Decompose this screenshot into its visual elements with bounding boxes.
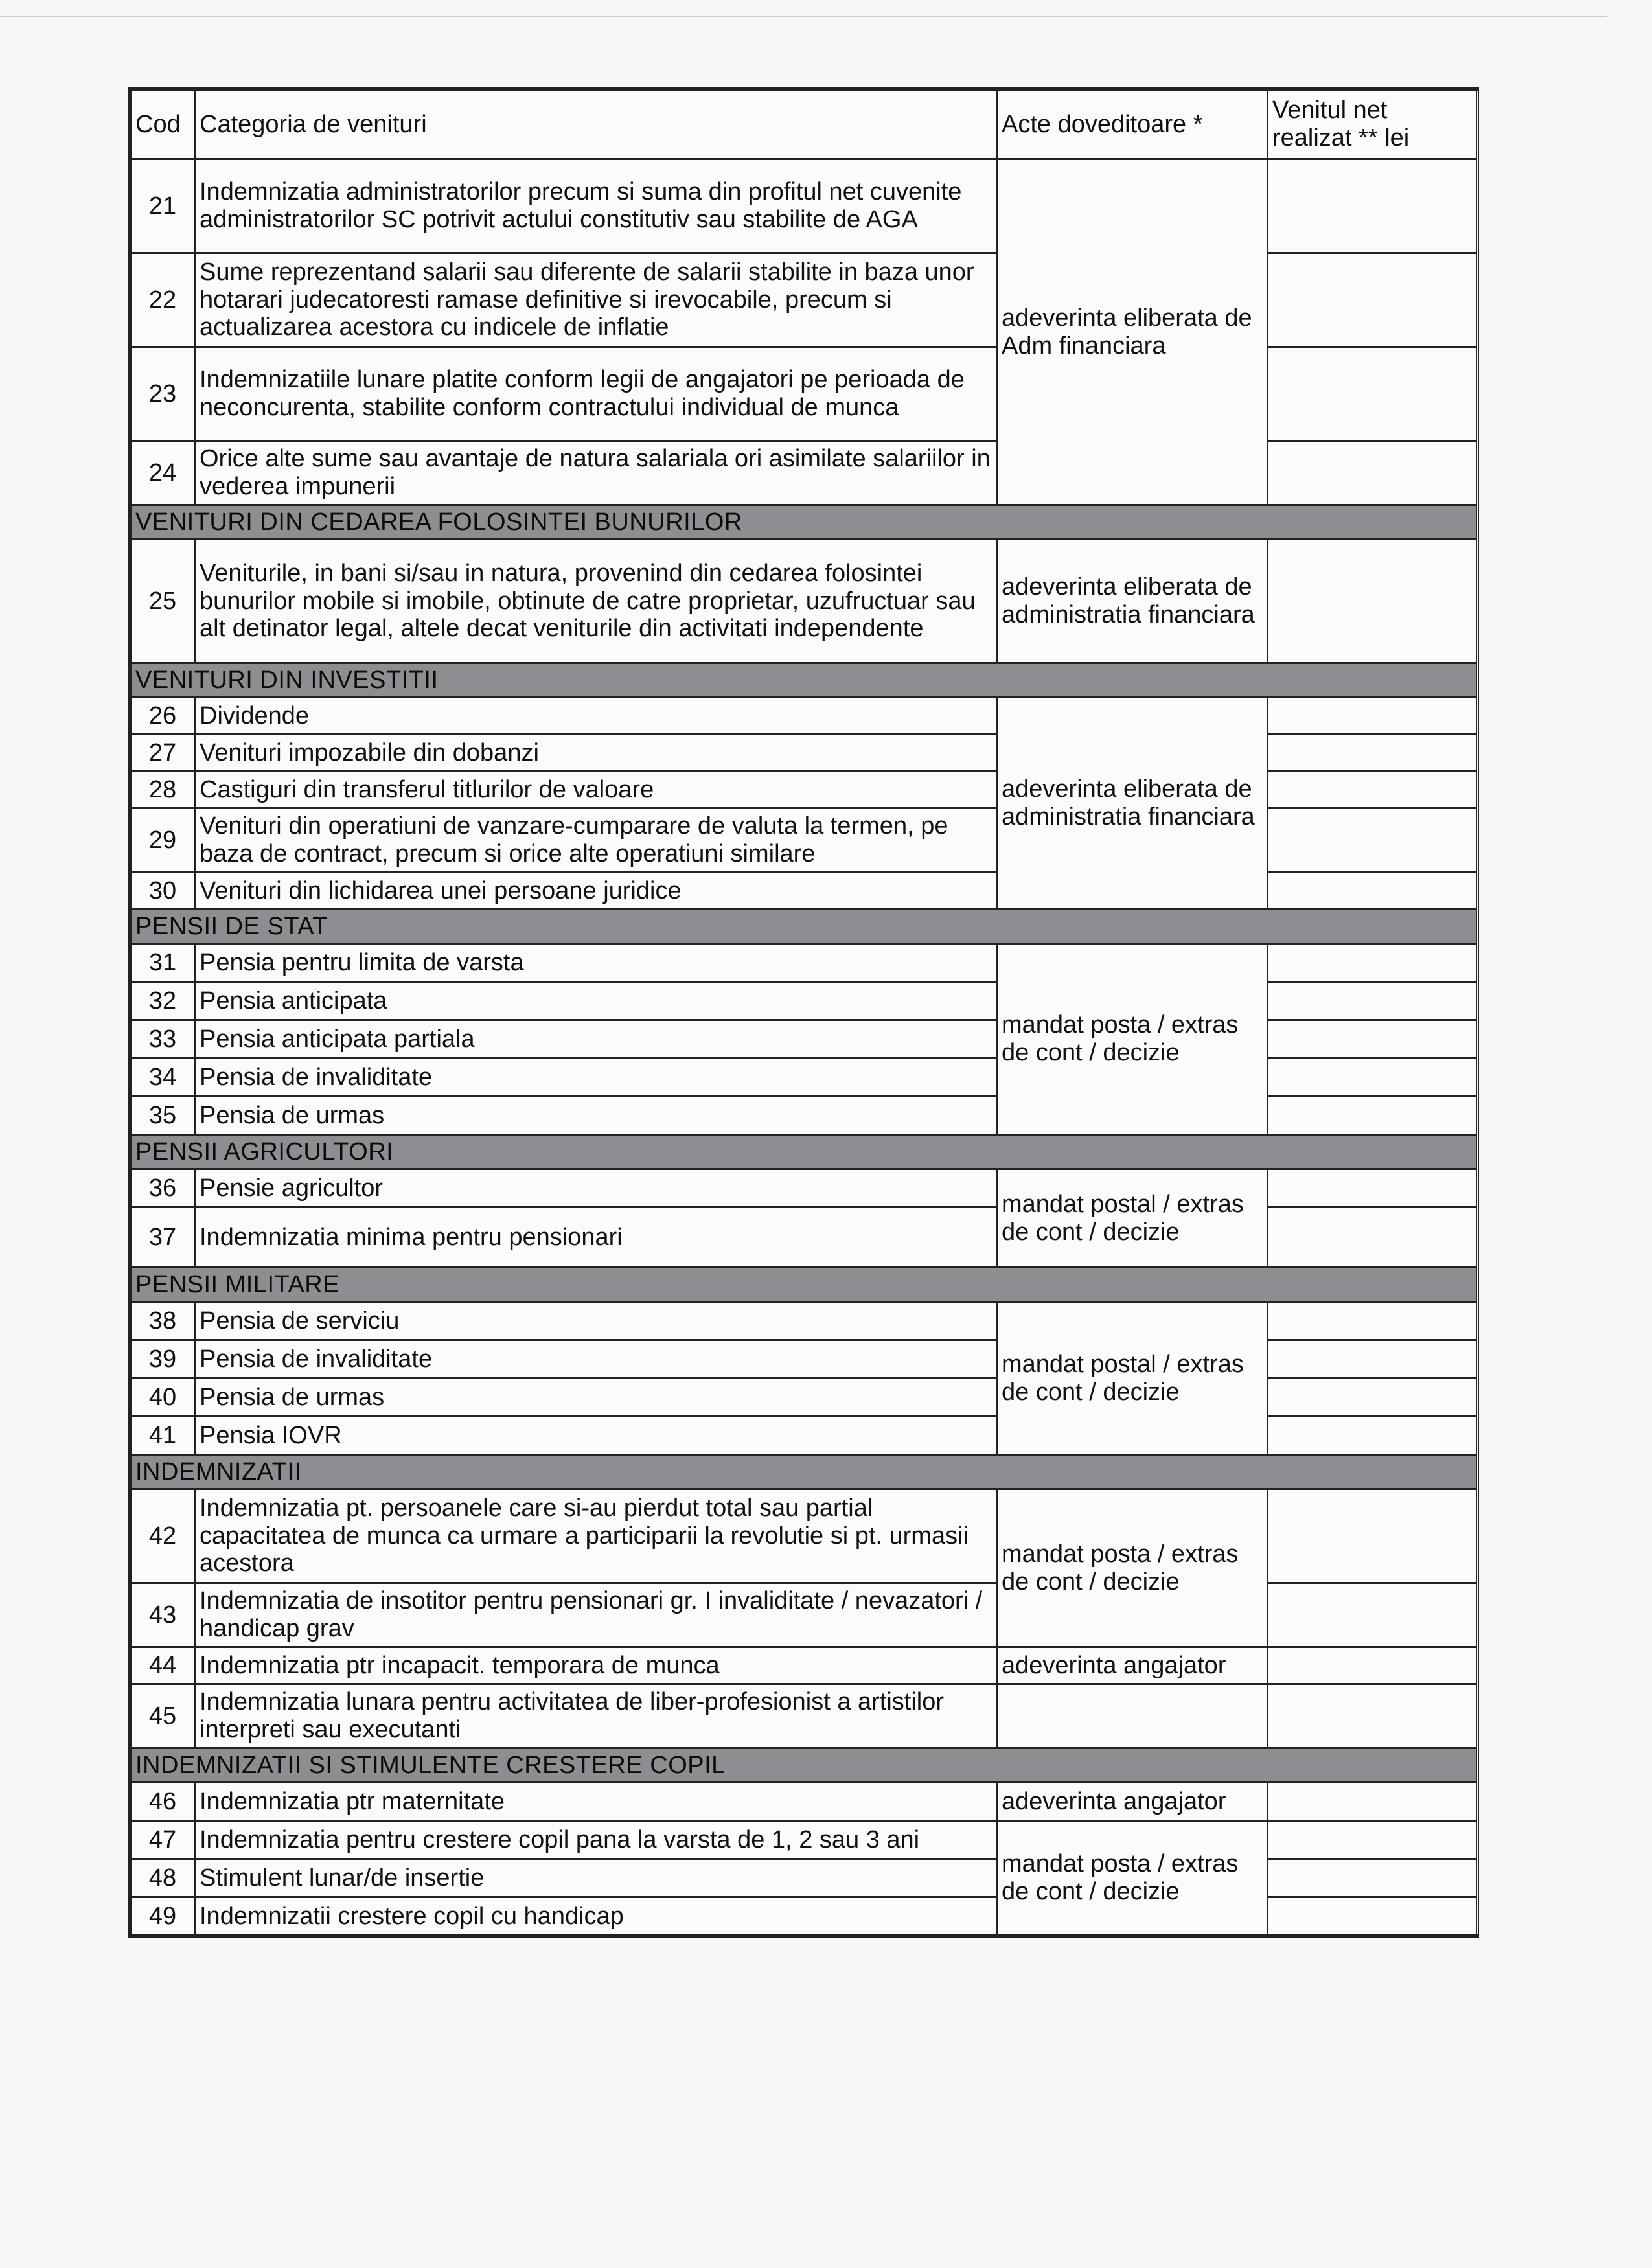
row-categoria: Pensia anticipata partiala — [195, 1020, 997, 1059]
table-row — [130, 1684, 1478, 1748]
table-row — [130, 1897, 1478, 1936]
row-categoria: Pensia de invaliditate — [195, 1059, 997, 1097]
row-categoria: Pensia de urmas — [195, 1097, 997, 1135]
row-cod: 41 — [130, 1417, 195, 1455]
table-row — [130, 1097, 1478, 1135]
row-cod: 22 — [130, 253, 195, 347]
row-categoria: Orice alte sume sau avantaje de natura salariala ori asimilate salariilor in vederea impunerii — [195, 441, 997, 505]
section-header-row — [130, 663, 1478, 698]
row-categoria: Indemnizatia minima pentru pensionari — [195, 1208, 997, 1268]
venit-input-cell[interactable] — [1268, 1583, 1478, 1647]
venit-input-cell[interactable] — [1268, 1169, 1478, 1208]
table-row — [130, 1489, 1478, 1583]
row-cod: 34 — [130, 1059, 195, 1097]
table-row — [130, 1208, 1478, 1268]
row-cod: 33 — [130, 1020, 195, 1059]
venit-input-cell[interactable] — [1268, 873, 1478, 910]
venit-input-cell[interactable] — [1268, 441, 1478, 505]
table-row — [130, 159, 1478, 253]
row-categoria: Venituri impozabile din dobanzi — [195, 735, 997, 772]
venit-input-cell[interactable] — [1268, 1647, 1478, 1684]
row-acte: mandat posta / extras de cont / decizie — [997, 1489, 1268, 1647]
venit-input-cell[interactable] — [1268, 347, 1478, 441]
row-categoria: Indemnizatia ptr incapacit. temporara de munca — [195, 1647, 997, 1684]
header-venit: Venitul net realizat ** lei — [1268, 89, 1478, 159]
table-row — [130, 1417, 1478, 1455]
venit-input-cell[interactable] — [1268, 1302, 1478, 1340]
venit-input-cell[interactable] — [1268, 1897, 1478, 1936]
row-acte: mandat postal / extras de cont / decizie — [997, 1302, 1268, 1455]
row-cod: 36 — [130, 1169, 195, 1208]
header-categoria: Categoria de venituri — [195, 89, 997, 159]
row-cod: 38 — [130, 1302, 195, 1340]
table-row — [130, 698, 1478, 735]
table-row — [130, 1379, 1478, 1417]
row-acte-empty — [997, 1684, 1268, 1748]
row-cod: 35 — [130, 1097, 195, 1135]
table-row — [130, 1059, 1478, 1097]
venit-input-cell[interactable] — [1268, 1783, 1478, 1821]
venit-input-cell[interactable] — [1268, 1489, 1478, 1583]
row-cod: 31 — [130, 944, 195, 982]
row-acte: adeverinta angajator — [997, 1647, 1268, 1684]
header-row — [130, 89, 1478, 159]
row-categoria: Veniturile, in bani si/sau in natura, provenind din cedarea folosintei bunurilor mobile si imobile, obtinute de catre proprietar, uzufructuar sau alt detinator legal, altele decat veniturile din activitati independente — [195, 540, 997, 663]
row-acte: mandat postal / extras de cont / decizie — [997, 1169, 1268, 1268]
row-cod: 37 — [130, 1208, 195, 1268]
row-categoria: Dividende — [195, 698, 997, 735]
row-cod: 49 — [130, 1897, 195, 1936]
venit-input-cell[interactable] — [1268, 540, 1478, 663]
row-cod: 43 — [130, 1583, 195, 1647]
venit-input-cell[interactable] — [1268, 1379, 1478, 1417]
table-row — [130, 1821, 1478, 1859]
table-row — [130, 1340, 1478, 1379]
table-row — [130, 1020, 1478, 1059]
row-cod: 46 — [130, 1783, 195, 1821]
row-categoria: Indemnizatia administratorilor precum si suma din profitul net cuvenite administratorilor SC potrivit actului constitutiv sau stabilite de AGA — [195, 159, 997, 253]
header-cod: Cod — [130, 89, 195, 159]
row-categoria: Pensia de urmas — [195, 1379, 997, 1417]
table-row — [130, 1647, 1478, 1684]
row-categoria: Indemnizatia ptr maternitate — [195, 1783, 997, 1821]
row-cod: 29 — [130, 808, 195, 873]
table-row — [130, 808, 1478, 873]
table-row — [130, 873, 1478, 910]
row-cod: 40 — [130, 1379, 195, 1417]
page-top-line — [0, 16, 1607, 17]
header-acte: Acte doveditoare * — [997, 89, 1268, 159]
table-row — [130, 1302, 1478, 1340]
row-cod: 28 — [130, 772, 195, 808]
row-categoria: Indemnizatii crestere copil cu handicap — [195, 1897, 997, 1936]
row-acte: mandat posta / extras de cont / decizie — [997, 1821, 1268, 1936]
table-row — [130, 944, 1478, 982]
venit-input-cell[interactable] — [1268, 253, 1478, 347]
venit-input-cell[interactable] — [1268, 944, 1478, 982]
table-row — [130, 347, 1478, 441]
row-cod: 32 — [130, 982, 195, 1020]
section-title: INDEMNIZATII SI STIMULENTE CRESTERE COPIL — [130, 1748, 1478, 1783]
venit-input-cell[interactable] — [1268, 1859, 1478, 1897]
section-header-row — [130, 1455, 1478, 1489]
row-cod: 25 — [130, 540, 195, 663]
row-categoria: Indemnizatia lunara pentru activitatea de liber-profesionist a artistilor interpreti sau executanti — [195, 1684, 997, 1748]
row-categoria: Indemnizatia pentru crestere copil pana la varsta de 1, 2 sau 3 ani — [195, 1821, 997, 1859]
row-categoria: Pensia de invaliditate — [195, 1340, 997, 1379]
section-title: VENITURI DIN CEDAREA FOLOSINTEI BUNURILOR — [130, 505, 1478, 540]
section-header-row — [130, 505, 1478, 540]
row-acte: adeverinta angajator — [997, 1783, 1268, 1821]
row-categoria: Pensia pentru limita de varsta — [195, 944, 997, 982]
row-cod: 47 — [130, 1821, 195, 1859]
venit-input-cell[interactable] — [1268, 1097, 1478, 1135]
row-acte: mandat posta / extras de cont / decizie — [997, 944, 1268, 1135]
row-categoria: Indemnizatiile lunare platite conform legii de angajatori pe perioada de neconcurenta, stabilite conform contractului individual de munca — [195, 347, 997, 441]
row-cod: 27 — [130, 735, 195, 772]
section-header-row — [130, 1268, 1478, 1302]
venit-input-cell[interactable] — [1268, 772, 1478, 808]
venit-input-cell[interactable] — [1268, 1020, 1478, 1059]
row-categoria: Sume reprezentand salarii sau diferente de salarii stabilite in baza unor hotarari judecatoresti ramase definitive si irevocabile, precum si actualizarea acestora cu indicele de inflatie — [195, 253, 997, 347]
row-cod: 42 — [130, 1489, 195, 1583]
section-header-row — [130, 1135, 1478, 1169]
venit-input-cell[interactable] — [1268, 159, 1478, 253]
table-row — [130, 540, 1478, 663]
row-categoria: Pensie agricultor — [195, 1169, 997, 1208]
table-row — [130, 772, 1478, 808]
section-title: PENSII AGRICULTORI — [130, 1135, 1478, 1169]
venit-input-cell[interactable] — [1268, 982, 1478, 1020]
table-row — [130, 1169, 1478, 1208]
row-cod: 45 — [130, 1684, 195, 1748]
section-title: INDEMNIZATII — [130, 1455, 1478, 1489]
row-categoria: Indemnizatia pt. persoanele care si-au pierdut total sau partial capacitatea de munca ca urmare a participarii la revolutie si pt. urmasii acestora — [195, 1489, 997, 1583]
venit-input-cell[interactable] — [1268, 808, 1478, 873]
section-header-row — [130, 910, 1478, 944]
row-categoria: Pensia anticipata — [195, 982, 997, 1020]
row-categoria: Castiguri din transferul titlurilor de valoare — [195, 772, 997, 808]
row-categoria: Indemnizatia de insotitor pentru pensionari gr. I invaliditate / nevazatori / handicap grav — [195, 1583, 997, 1647]
venit-input-cell[interactable] — [1268, 1417, 1478, 1455]
row-categoria: Venituri din operatiuni de vanzare-cumparare de valuta la termen, pe baza de contract, precum si orice alte operatiuni similare — [195, 808, 997, 873]
venit-input-cell[interactable] — [1268, 735, 1478, 772]
venit-input-cell[interactable] — [1268, 1684, 1478, 1748]
table-row — [130, 441, 1478, 505]
row-cod: 23 — [130, 347, 195, 441]
row-cod: 48 — [130, 1859, 195, 1897]
row-categoria: Venituri din lichidarea unei persoane juridice — [195, 873, 997, 910]
table-row — [130, 1583, 1478, 1647]
venit-input-cell[interactable] — [1268, 698, 1478, 735]
venit-input-cell[interactable] — [1268, 1059, 1478, 1097]
income-table — [128, 87, 1479, 1938]
section-title: PENSII DE STAT — [130, 910, 1478, 944]
table-row — [130, 982, 1478, 1020]
row-cod: 21 — [130, 159, 195, 253]
row-acte: adeverinta eliberata de administratia financiara — [997, 540, 1268, 663]
section-header-row — [130, 1748, 1478, 1783]
table-row — [130, 253, 1478, 347]
row-acte: adeverinta eliberata de Adm financiara — [997, 159, 1268, 505]
section-title: PENSII MILITARE — [130, 1268, 1478, 1302]
venit-input-cell[interactable] — [1268, 1340, 1478, 1379]
venit-input-cell[interactable] — [1268, 1208, 1478, 1268]
row-categoria: Pensia IOVR — [195, 1417, 997, 1455]
table-row — [130, 1859, 1478, 1897]
section-title: VENITURI DIN INVESTITII — [130, 663, 1478, 698]
row-cod: 39 — [130, 1340, 195, 1379]
table-row — [130, 735, 1478, 772]
row-acte: adeverinta eliberata de administratia financiara — [997, 698, 1268, 910]
row-cod: 44 — [130, 1647, 195, 1684]
row-cod: 24 — [130, 441, 195, 505]
row-cod: 30 — [130, 873, 195, 910]
row-categoria: Stimulent lunar/de insertie — [195, 1859, 997, 1897]
venit-input-cell[interactable] — [1268, 1821, 1478, 1859]
row-cod: 26 — [130, 698, 195, 735]
row-categoria: Pensia de serviciu — [195, 1302, 997, 1340]
table-row — [130, 1783, 1478, 1821]
